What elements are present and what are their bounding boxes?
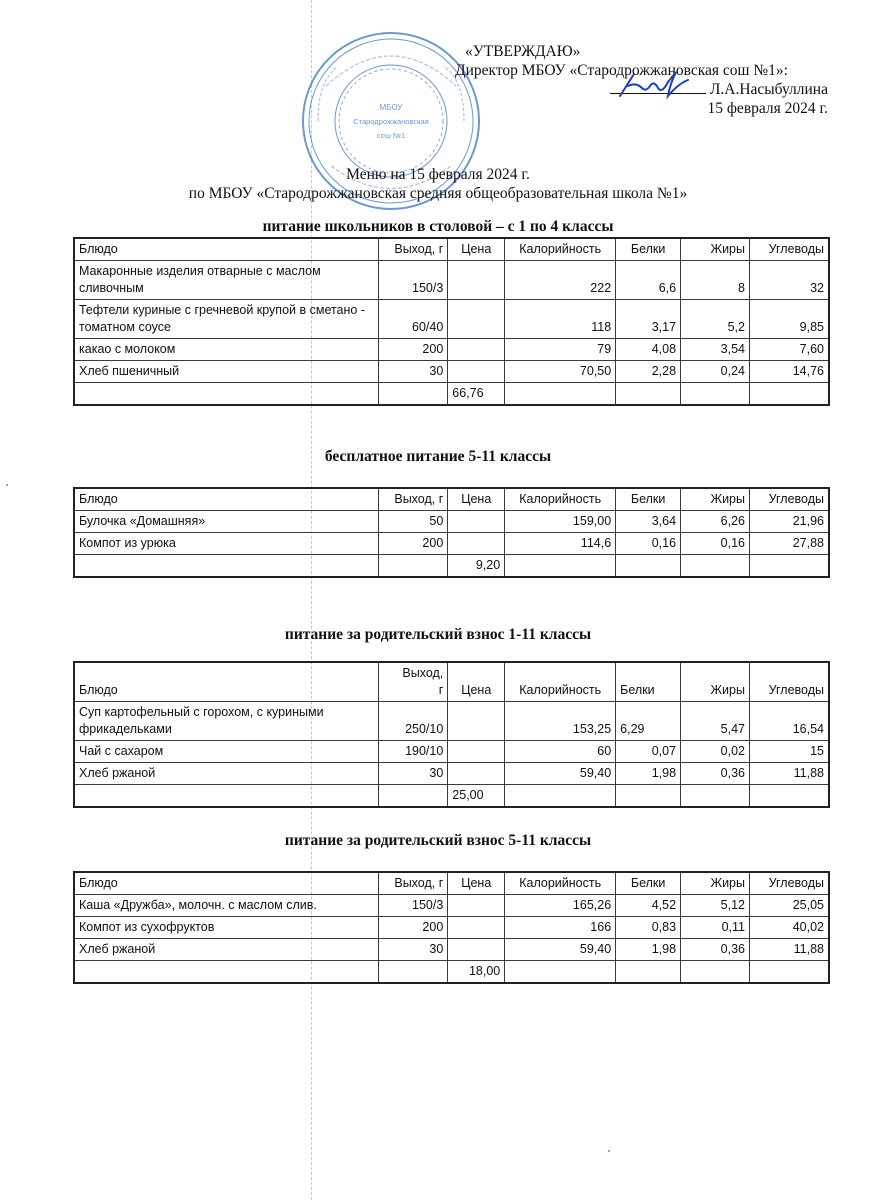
dish-name: Булочка «Домашняя»	[74, 511, 379, 533]
col-dish: Блюдо	[74, 238, 379, 261]
stamp-center-line2: Стародрожжановская	[353, 117, 429, 126]
dish-price	[448, 511, 505, 533]
dish-kcal: 59,40	[505, 939, 616, 961]
dish-protein: 4,08	[616, 339, 681, 361]
section-title-free-5-11: бесплатное питание 5-11 классы	[324, 448, 552, 465]
dish-fat: 0,11	[681, 917, 750, 939]
col-kcal: Калорийность	[505, 488, 616, 511]
scan-speck	[608, 1150, 610, 1152]
empty-cell	[74, 961, 379, 984]
dish-protein: 1,98	[616, 939, 681, 961]
col-yield: Выход, г	[379, 238, 448, 261]
dish-yield: 150/3	[379, 895, 448, 917]
dish-name: Суп картофельный с горохом, с куриными фрикадельками	[74, 702, 379, 741]
dish-protein: 4,52	[616, 895, 681, 917]
dish-kcal: 70,50	[505, 361, 616, 383]
col-price: Цена	[448, 662, 505, 702]
table-row	[74, 261, 829, 300]
dish-yield: 200	[379, 917, 448, 939]
dish-yield: 30	[379, 361, 448, 383]
dish-carbs: 9,85	[750, 300, 830, 339]
empty-cell	[681, 961, 750, 984]
empty-cell	[505, 555, 616, 578]
col-carbs: Углеводы	[750, 872, 830, 895]
dish-name: Хлеб ржаной	[74, 763, 379, 785]
col-dish: Блюдо	[74, 872, 379, 895]
approval-signer: Л.А.Насыбуллина	[709, 81, 828, 98]
dish-kcal: 118	[505, 300, 616, 339]
dish-carbs: 14,76	[750, 361, 830, 383]
dish-price	[448, 741, 505, 763]
table-row	[74, 939, 829, 961]
table-header	[74, 872, 829, 895]
menu-table-1-4	[73, 237, 830, 406]
col-kcal: Калорийность	[505, 238, 616, 261]
col-kcal: Калорийность	[505, 662, 616, 702]
dish-name: Хлеб ржаной	[74, 939, 379, 961]
dish-protein: 0,07	[616, 741, 681, 763]
col-carbs: Углеводы	[750, 238, 830, 261]
total-price: 25,00	[448, 785, 505, 808]
empty-cell	[750, 961, 830, 984]
table-header	[74, 662, 829, 702]
col-fat: Жиры	[681, 662, 750, 702]
col-fat: Жиры	[681, 238, 750, 261]
signature-line	[610, 81, 706, 94]
dish-fat: 5,2	[681, 300, 750, 339]
dish-price	[448, 895, 505, 917]
table-row	[74, 741, 829, 763]
empty-cell	[74, 555, 379, 578]
empty-cell	[379, 383, 448, 406]
col-kcal: Калорийность	[505, 872, 616, 895]
dish-carbs: 27,88	[750, 533, 830, 555]
dish-carbs: 7,60	[750, 339, 830, 361]
dish-kcal: 79	[505, 339, 616, 361]
dish-fat: 0,36	[681, 939, 750, 961]
dish-name: Компот из урюка	[74, 533, 379, 555]
dish-yield: 30	[379, 763, 448, 785]
dish-yield: 190/10	[379, 741, 448, 763]
dish-name: Тефтели куриные с гречневой крупой в сметано - томатном соусе	[74, 300, 379, 339]
dish-fat: 5,47	[681, 702, 750, 741]
dish-carbs: 16,54	[749, 702, 829, 741]
empty-cell	[681, 785, 750, 808]
table-row	[74, 533, 829, 555]
empty-cell	[505, 961, 616, 984]
menu-subtitle: по МБОУ «Стародрожжановская средняя общеобразовательная школа №1»	[188, 185, 688, 202]
dish-name: Каша «Дружба», молочн. с маслом слив.	[74, 895, 379, 917]
dish-protein: 0,16	[616, 533, 681, 555]
total-row	[74, 785, 829, 808]
dish-protein: 6,29	[616, 702, 681, 741]
total-row	[74, 961, 829, 984]
dish-protein: 0,83	[616, 917, 681, 939]
dish-yield: 200	[379, 533, 448, 555]
total-price: 9,20	[448, 555, 505, 578]
empty-cell	[74, 383, 379, 406]
scan-speck	[6, 484, 8, 486]
col-protein: Белки	[616, 488, 681, 511]
table-row	[74, 300, 829, 339]
dish-price	[448, 917, 505, 939]
table-row	[74, 763, 829, 785]
dish-name: Макаронные изделия отварные с маслом сливочным	[74, 261, 379, 300]
section-title-1-4: питание школьников в столовой – с 1 по 4 классы	[262, 218, 614, 235]
empty-cell	[681, 555, 750, 578]
dish-price	[448, 763, 505, 785]
dish-price	[448, 361, 505, 383]
col-protein: Белки	[616, 662, 681, 702]
menu-table-paid-5-11	[73, 871, 830, 984]
dish-protein: 3,64	[616, 511, 681, 533]
dish-fat: 3,54	[681, 339, 750, 361]
dish-fat: 0,36	[681, 763, 750, 785]
dish-protein: 6,6	[616, 261, 681, 300]
dish-kcal: 159,00	[505, 511, 616, 533]
table-row	[74, 511, 829, 533]
total-row	[74, 383, 829, 406]
section-title-paid-5-11: питание за родительский взнос 5-11 классы	[284, 832, 592, 849]
col-yield: Выход, г	[379, 662, 448, 702]
table-row	[74, 917, 829, 939]
dish-name: какао с молоком	[74, 339, 379, 361]
total-row	[74, 555, 829, 578]
menu-title: Меню на 15 февраля 2024 г.	[346, 166, 530, 183]
col-protein: Белки	[616, 238, 681, 261]
col-yield: Выход, г	[379, 488, 448, 511]
dish-price	[448, 702, 505, 741]
dish-carbs: 11,88	[749, 763, 829, 785]
col-price: Цена	[448, 872, 505, 895]
dish-price	[448, 533, 505, 555]
col-fat: Жиры	[681, 872, 750, 895]
dish-fat: 0,16	[681, 533, 750, 555]
dish-carbs: 32	[750, 261, 830, 300]
approval-block	[440, 42, 840, 118]
table-row	[74, 361, 829, 383]
empty-cell	[750, 555, 830, 578]
stamp-center-line1: МБОУ	[379, 103, 403, 112]
dish-kcal: 222	[505, 261, 616, 300]
dish-price	[448, 300, 505, 339]
col-yield: Выход, г	[379, 872, 448, 895]
dish-protein: 1,98	[616, 763, 681, 785]
table-header	[74, 238, 829, 261]
dish-carbs: 25,05	[750, 895, 830, 917]
empty-cell	[74, 785, 379, 808]
table-row	[74, 339, 829, 361]
dish-fat: 8	[681, 261, 750, 300]
empty-cell	[681, 383, 750, 406]
dish-yield: 200	[379, 339, 448, 361]
empty-cell	[505, 785, 616, 808]
approval-heading: «УТВЕРЖДАЮ»	[465, 43, 581, 60]
dish-kcal: 59,40	[505, 763, 616, 785]
col-price: Цена	[448, 488, 505, 511]
dish-protein: 3,17	[616, 300, 681, 339]
approval-date: 15 февраля 2024 г.	[707, 100, 828, 117]
table-row	[74, 895, 829, 917]
dish-kcal: 153,25	[505, 702, 616, 741]
dish-name: Компот из сухофруктов	[74, 917, 379, 939]
col-fat: Жиры	[681, 488, 750, 511]
stamp-center-line3: сош №1	[376, 131, 406, 140]
approval-director: Директор МБОУ «Стародрожжановская сош №1»:	[455, 62, 788, 79]
menu-table-paid-1-11	[73, 661, 830, 808]
dish-kcal: 114,6	[505, 533, 616, 555]
col-price: Цена	[448, 238, 505, 261]
dish-name: Чай с сахаром	[74, 741, 379, 763]
approval-signer-line	[440, 80, 840, 99]
dish-kcal: 165,26	[505, 895, 616, 917]
dish-carbs: 40,02	[750, 917, 830, 939]
table-header	[74, 488, 829, 511]
dish-protein: 2,28	[616, 361, 681, 383]
dish-yield: 50	[379, 511, 448, 533]
empty-cell	[616, 555, 681, 578]
dish-name: Хлеб пшеничный	[74, 361, 379, 383]
table-row	[74, 702, 829, 741]
dish-yield: 150/3	[379, 261, 448, 300]
empty-cell	[505, 383, 616, 406]
col-carbs: Углеводы	[750, 488, 830, 511]
section-title-paid-1-11: питание за родительский взнос 1-11 классы	[284, 626, 592, 643]
dish-kcal: 166	[505, 917, 616, 939]
empty-cell	[616, 383, 681, 406]
dish-price	[448, 261, 505, 300]
empty-cell	[616, 961, 681, 984]
dish-fat: 6,26	[681, 511, 750, 533]
dish-yield: 250/10	[379, 702, 448, 741]
dish-price	[448, 339, 505, 361]
dish-fat: 0,02	[681, 741, 750, 763]
dish-yield: 30	[379, 939, 448, 961]
empty-cell	[379, 555, 448, 578]
col-dish: Блюдо	[74, 488, 379, 511]
dish-carbs: 15	[749, 741, 829, 763]
dish-carbs: 21,96	[750, 511, 830, 533]
col-dish: Блюдо	[74, 662, 379, 702]
empty-cell	[750, 383, 830, 406]
total-price: 18,00	[448, 961, 505, 984]
dish-fat: 0,24	[681, 361, 750, 383]
empty-cell	[379, 785, 448, 808]
dish-carbs: 11,88	[750, 939, 830, 961]
dish-price	[448, 939, 505, 961]
col-carbs: Углеводы	[749, 662, 829, 702]
total-price: 66,76	[448, 383, 505, 406]
menu-table-free-5-11	[73, 487, 830, 578]
empty-cell	[616, 785, 681, 808]
empty-cell	[379, 961, 448, 984]
col-protein: Белки	[616, 872, 681, 895]
dish-fat: 5,12	[681, 895, 750, 917]
dish-kcal: 60	[505, 741, 616, 763]
empty-cell	[749, 785, 829, 808]
dish-yield: 60/40	[379, 300, 448, 339]
